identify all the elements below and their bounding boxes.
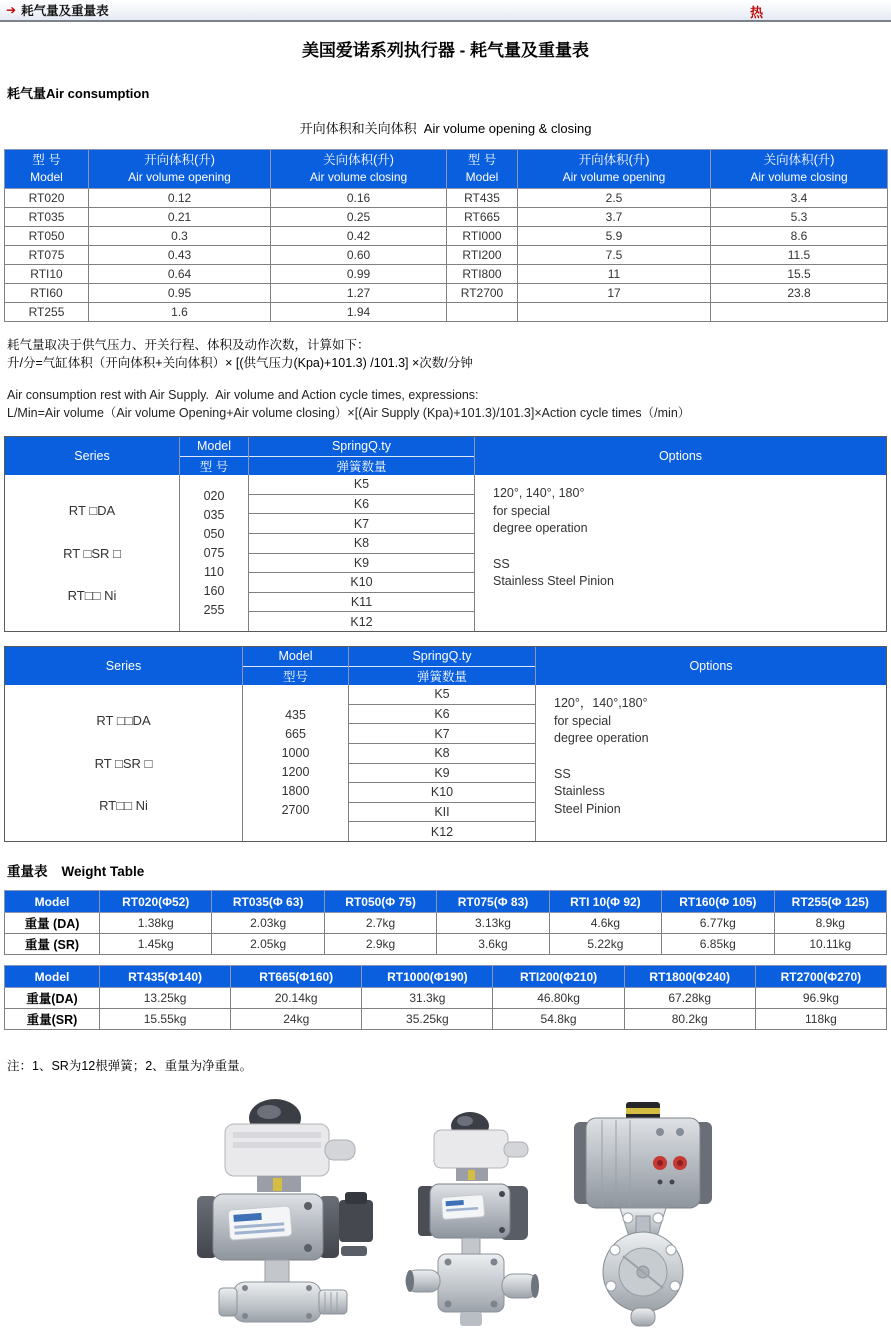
formula-en-line2: L/Min=Air volume（Air volume Opening+Air volume closing）×[(Air Supply (Kpa)+101.3)/101.3]×Action cycle times（/min） [7, 406, 691, 420]
cell: 3.7 [518, 208, 711, 227]
cell: 46.80kg [493, 988, 624, 1009]
series-item: RT □SR □ [63, 545, 121, 561]
cell: RT035 [5, 208, 89, 227]
cell: RTI000 [447, 227, 518, 246]
weight-heading-zh: 重量表 [7, 864, 48, 879]
series-header: Series [5, 647, 243, 685]
option-line: SS [554, 766, 571, 781]
options-header: Options [689, 659, 733, 673]
spring-table-body [5, 475, 886, 631]
air-volume-table-head [5, 150, 888, 189]
cell: 15.5 [711, 265, 888, 284]
table-row [5, 265, 888, 284]
col-header: RT2700(Φ270) [755, 966, 886, 988]
col-header: RTI 10(Φ 92) [549, 891, 661, 913]
table-row [5, 227, 888, 246]
cell: RT255 [5, 303, 89, 322]
cell: 24kg [231, 1009, 362, 1030]
col-header: RT255(Φ 125) [774, 891, 886, 913]
series-item: RT□□ Ni [99, 798, 148, 814]
header-row [5, 150, 888, 189]
volume-subtitle: 开向体积和关向体积 Air volume opening & closing [299, 121, 592, 136]
col-header: 关向体积(升) Air volume closing [711, 150, 888, 189]
cell: 35.25kg [362, 1009, 493, 1030]
spring-item: K8 [249, 534, 474, 554]
table-row [5, 208, 888, 227]
col-header: RT160(Φ 105) [662, 891, 774, 913]
series-item: RT □DA [68, 502, 116, 518]
spring-item: K11 [249, 593, 474, 613]
spacer [493, 538, 886, 556]
cell: 2.05kg [212, 934, 324, 955]
air-volume-table [4, 149, 888, 322]
cell: 0.64 [89, 265, 271, 284]
three-way-valve-actuator-photo [404, 1108, 542, 1328]
col-header: 开向体积(升) Air volume opening [89, 150, 271, 189]
spring-item: K9 [249, 554, 474, 574]
series-cell [5, 685, 243, 841]
col-header: RT1800(Φ240) [624, 966, 755, 988]
row-label: 重量(SR) [5, 1009, 100, 1030]
col-header: 型 号 Model [447, 150, 518, 189]
col-header: RT435(Φ140) [100, 966, 231, 988]
cell: RT435 [447, 189, 518, 208]
cell: 1.6 [89, 303, 271, 322]
col-header: 型 号 Model [5, 150, 89, 189]
ball-valve-actuator-photo [173, 1096, 378, 1328]
series-header: Series [5, 437, 180, 475]
options-cell [536, 685, 886, 841]
formula-zh-line2: 升/分=气缸体积（开向体积+关向体积）× [(供气压力(Kpa)+101.3) /101.3] ×次数/分钟 [7, 356, 473, 370]
header-row [5, 437, 886, 475]
cell: RTI200 [447, 246, 518, 265]
hot-badge: 热 [750, 5, 764, 20]
cell: 0.16 [271, 189, 447, 208]
table-row [5, 934, 887, 955]
page-title: 美国爱诺系列执行器 - 耗气量及重量表 [301, 41, 590, 60]
spring-item: KII [349, 803, 535, 823]
cell: 67.28kg [624, 988, 755, 1009]
formula-zh [7, 336, 891, 372]
series-item: RT □SR □ [94, 755, 153, 771]
cell: 31.3kg [362, 988, 493, 1009]
cell: 5.22kg [549, 934, 661, 955]
formula-en-line1: Air consumption rest with Air Supply. Air volume and Action cycle times, expressions: [7, 388, 479, 402]
series-item: RT □□DA [96, 712, 151, 728]
spring-qty-cell [249, 475, 475, 631]
cell: 5.3 [711, 208, 888, 227]
cell: 1.27 [271, 284, 447, 303]
col-header: RT1000(Φ190) [362, 966, 493, 988]
spring-qty-header: SpringQ.ty 弹簧数量 [249, 437, 475, 475]
air-volume-table-body [5, 189, 888, 322]
table-row [5, 988, 887, 1009]
cell: 2.7kg [324, 913, 436, 934]
model-cell: 435 665 1000 1200 1800 2700 [243, 685, 349, 841]
cell: RTI10 [5, 265, 89, 284]
option-line: Steel Pinion [554, 801, 621, 816]
cell [711, 303, 888, 322]
option-line: for special [493, 503, 550, 518]
cell: 0.60 [271, 246, 447, 265]
col-header: RTI200(Φ210) [493, 966, 624, 988]
cell: 23.8 [711, 284, 888, 303]
table-row [5, 1009, 887, 1030]
cell: 11 [518, 265, 711, 284]
cell: 1.38kg [100, 913, 212, 934]
spring-table-body [5, 685, 886, 841]
weight-table-body [5, 913, 887, 955]
cell: 0.21 [89, 208, 271, 227]
row-label: 重量 (SR) [5, 934, 100, 955]
spring-item: K5 [349, 685, 535, 705]
col-header: 开向体积(升) Air volume opening [518, 150, 711, 189]
cell: 7.5 [518, 246, 711, 265]
cell: 0.95 [89, 284, 271, 303]
topbar [0, 0, 891, 22]
header-row [5, 647, 886, 685]
spring-item: K9 [349, 764, 535, 784]
table-row [5, 303, 888, 322]
col-header: RT020(Φ52) [100, 891, 212, 913]
spring-item: K7 [249, 514, 474, 534]
cell: 17 [518, 284, 711, 303]
weight-table-heading [7, 860, 891, 880]
spring-item: K6 [349, 705, 535, 725]
weight-table-large [4, 965, 887, 1030]
header-row [5, 891, 887, 913]
air-consumption-heading: 耗气量Air consumption [7, 86, 150, 101]
options-header: Options [658, 449, 703, 463]
cell: RT2700 [447, 284, 518, 303]
weight-heading-en: Weight Table [61, 864, 145, 879]
cell: 0.3 [89, 227, 271, 246]
spring-options-table-small [4, 436, 887, 632]
cell: 2.03kg [212, 913, 324, 934]
formula-en [7, 386, 891, 422]
spring-qty-cell [349, 685, 536, 841]
option-line: degree operation [554, 731, 649, 745]
col-header: Model [5, 966, 100, 988]
cell: 13.25kg [100, 988, 231, 1009]
butterfly-valve-actuator-photo [568, 1100, 718, 1328]
cell: 1.94 [271, 303, 447, 322]
cell: RTI60 [5, 284, 89, 303]
option-line: for special [554, 713, 611, 728]
cell: 0.12 [89, 189, 271, 208]
cell [518, 303, 711, 322]
row-label: 重量 (DA) [5, 913, 100, 934]
formula-zh-line1: 耗气量取决于供气压力、开关行程、体积及动作次数，计算如下： [7, 338, 370, 352]
cell: RT075 [5, 246, 89, 265]
spring-qty-header: SpringQ.ty 弹簧数量 [349, 647, 536, 685]
series-item: RT□□ Ni [67, 588, 117, 604]
cell: 0.43 [89, 246, 271, 265]
col-header: RT665(Φ160) [231, 966, 362, 988]
cell: RT020 [5, 189, 89, 208]
cell: 118kg [755, 1009, 886, 1030]
model-cell: 020 035 050 075 110 160 255 [180, 475, 249, 631]
cell: 6.85kg [662, 934, 774, 955]
col-header: RT050(Φ 75) [324, 891, 436, 913]
cell: 96.9kg [755, 988, 886, 1009]
cell: 54.8kg [493, 1009, 624, 1030]
cell [447, 303, 518, 322]
model-header: Model 型 号 [180, 437, 249, 475]
options-cell [475, 475, 886, 631]
spring-item: K12 [350, 614, 373, 629]
spring-item: K5 [249, 475, 474, 495]
cell: 3.4 [711, 189, 888, 208]
red-arrow-icon: ➔ [6, 3, 17, 17]
model-header: Model 型号 [243, 647, 349, 685]
spring-item: K10 [249, 573, 474, 593]
row-label: 重量(DA) [5, 988, 100, 1009]
option-line: Stainless Steel Pinion [493, 574, 614, 588]
option-line: 120°, 140°, 180° [493, 486, 585, 500]
col-header: RT035(Φ 63) [212, 891, 324, 913]
product-photos [0, 1096, 891, 1328]
cell: RT665 [447, 208, 518, 227]
topbar-title: 耗气量及重量表 [21, 4, 109, 18]
col-header: RT075(Φ 83) [437, 891, 549, 913]
cell: 1.45kg [100, 934, 212, 955]
table-row [5, 189, 888, 208]
cell: RTI800 [447, 265, 518, 284]
footnote: 注：1、SR为12根弹簧；2、重量为净重量。 [7, 1059, 253, 1073]
spring-item: K12 [430, 824, 454, 839]
cell: 0.99 [271, 265, 447, 284]
cell: 80.2kg [624, 1009, 755, 1030]
spring-item: K8 [349, 744, 535, 764]
option-line: degree operation [493, 521, 588, 535]
option-line: Stainless [554, 784, 605, 798]
cell: 0.42 [271, 227, 447, 246]
cell: 20.14kg [231, 988, 362, 1009]
cell: 8.6 [711, 227, 888, 246]
cell: 15.55kg [100, 1009, 231, 1030]
cell: 4.6kg [549, 913, 661, 934]
table-row [5, 284, 888, 303]
weight-table-small [4, 890, 887, 955]
spring-item: K7 [349, 724, 535, 744]
spring-item: K6 [249, 495, 474, 515]
weight-table-body [5, 988, 887, 1030]
cell: RT050 [5, 227, 89, 246]
spring-options-table-large [4, 646, 887, 842]
cell: 8.9kg [774, 913, 886, 934]
cell: 2.9kg [324, 934, 436, 955]
option-line: SS [493, 556, 510, 571]
weight-table-head [5, 891, 887, 913]
cell: 10.11kg [774, 934, 886, 955]
option-line: 120°，140°,180° [554, 696, 648, 710]
col-header: 关向体积(升) Air volume closing [271, 150, 447, 189]
table-row [5, 246, 888, 265]
weight-table-head [5, 966, 887, 988]
cell: 3.6kg [437, 934, 549, 955]
series-cell [5, 475, 180, 631]
cell: 5.9 [518, 227, 711, 246]
cell: 2.5 [518, 189, 711, 208]
cell: 6.77kg [662, 913, 774, 934]
spring-item: K10 [349, 783, 535, 803]
spacer [554, 748, 886, 766]
cell: 0.25 [271, 208, 447, 227]
cell: 11.5 [711, 246, 888, 265]
col-header: Model [5, 891, 100, 913]
cell: 3.13kg [437, 913, 549, 934]
header-row [5, 966, 887, 988]
table-row [5, 913, 887, 934]
